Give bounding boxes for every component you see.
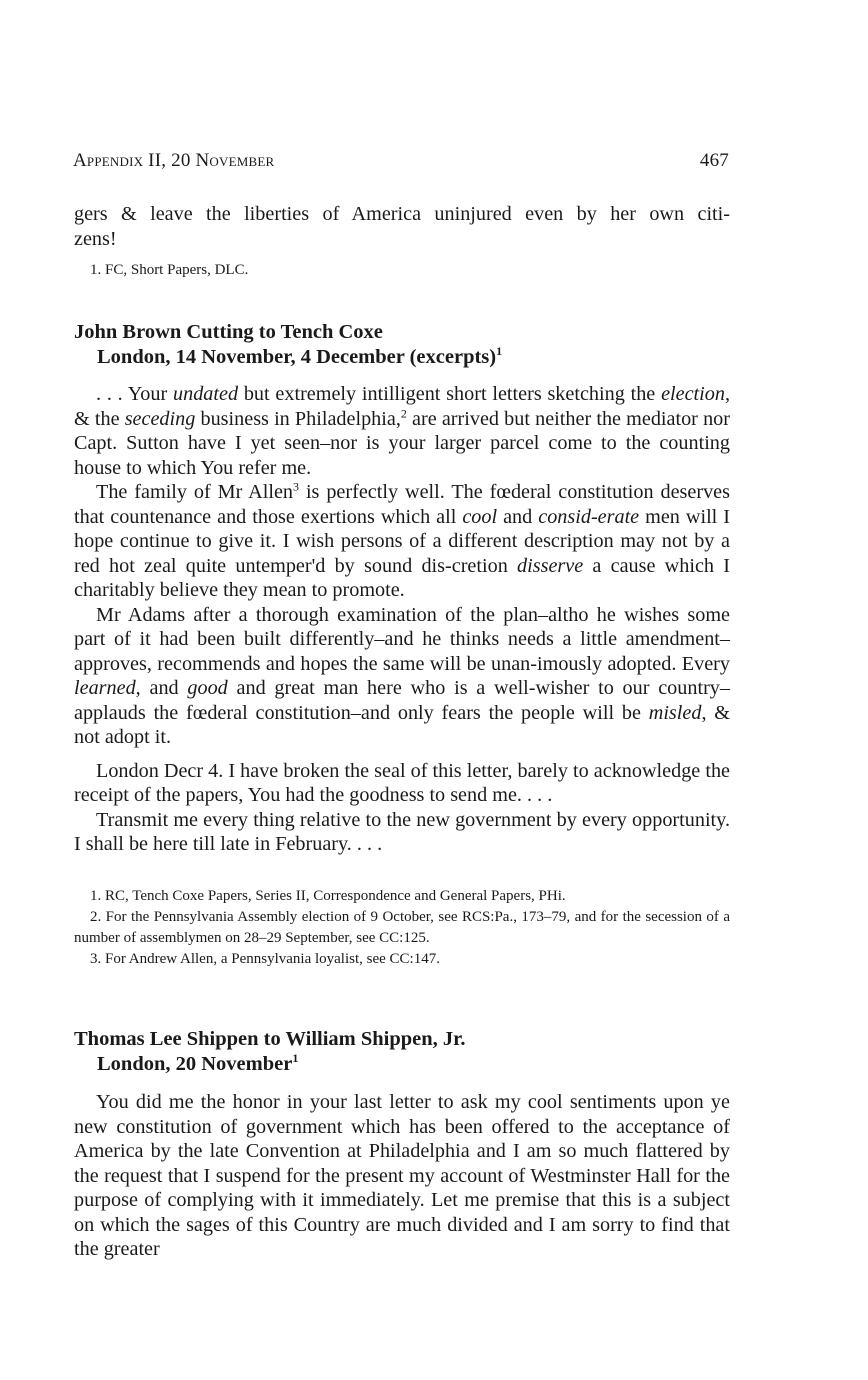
page-number: 467 xyxy=(699,150,729,171)
letter-heading xyxy=(74,1027,730,1077)
letter-1-body xyxy=(74,382,730,857)
text-run: are arrived but neither the mediator nor Capt. Sutton have I yet seen–nor is your larger parcel come to the counting house to which You refer me. xyxy=(74,407,730,479)
letter-1-heading xyxy=(74,320,730,370)
letter-1-paragraph-1 xyxy=(74,382,730,480)
footnote-1: 1. RC, Tench Coxe Papers, Series II, Correspondence and General Papers, PHi. xyxy=(90,888,566,904)
text-run: The family of Mr Allen xyxy=(96,481,294,503)
footnote-2: 2. For the Pennsylvania Assembly election of 9 October, see RCS:Pa., 173–79, and for the secession of a number of assemblymen on 28–29 September, see CC:125. xyxy=(74,909,730,946)
letter-2-body xyxy=(74,1090,730,1262)
italic-run: learned xyxy=(74,677,136,699)
text-run: , & not adopt it. xyxy=(74,701,731,748)
text-run: , and xyxy=(135,677,188,699)
italic-run: disserve xyxy=(517,554,584,577)
footnote-ref: 2 xyxy=(400,405,407,420)
italic-run: consid-erate xyxy=(538,505,640,528)
footnote-ref: 1 xyxy=(496,344,503,359)
letter-1-paragraph-2 xyxy=(74,480,730,603)
footnote-ref: 1 xyxy=(292,1051,299,1066)
letter-2-paragraph-1: You did me the honor in your last letter to ask my cool sentiments upon ye new constitution of government which has been offered to the acceptance of America by the late Convention at Philadelphia and I am so much flattered by the request that I suspend for the present my account of Westminster Hall for the purpose of complying with it immediately. Let me premise that this is a subject on which the sages of this Country are much divided and I am sorry to find that the greater xyxy=(74,1091,730,1260)
letter-2-heading xyxy=(74,1027,730,1077)
italic-run: seceding xyxy=(124,407,196,430)
continuation-line-2: zens! xyxy=(74,227,117,250)
text-run: a cause which I charitably believe they mean to promote. xyxy=(74,554,730,601)
letter-1-paragraph-4: London Decr 4. I have broken the seal of this letter, barely to acknowledge the receipt of the papers, You had the goodness to send me. . . . xyxy=(74,759,730,806)
continuation-text xyxy=(74,202,730,251)
italic-run: misled xyxy=(648,701,702,724)
continuation-note-1: 1. FC, Short Papers, DLC. xyxy=(90,262,249,278)
italic-run: undated xyxy=(173,383,239,405)
letter-heading-line-2-text: London, 20 November xyxy=(97,1053,293,1075)
letter-heading-line-1: John Brown Cutting to Tench Coxe xyxy=(74,321,383,343)
footnote-3: 3. For Andrew Allen, a Pennsylvania loyalist, see CC:147. xyxy=(90,951,440,967)
letter-1-notes xyxy=(74,886,730,970)
letter-heading-line-2 xyxy=(74,345,730,370)
continuation-notes xyxy=(74,260,730,281)
letter-heading-line-2-text: London, 14 November, 4 December (excerpts) xyxy=(97,346,497,368)
text-run: but extremely intilligent short letters sketching the xyxy=(238,383,662,405)
text-run: and xyxy=(497,505,539,528)
italic-run: election xyxy=(661,383,725,405)
letter-1-paragraph-3 xyxy=(74,603,730,750)
letter-heading-line-2 xyxy=(74,1052,730,1077)
italic-run: cool xyxy=(462,505,498,528)
text-run: business in Philadelphia, xyxy=(195,407,401,430)
running-head-title: Appendix II, 20 November xyxy=(73,150,275,171)
text-run: is perfectly well. The fœderal constitution deserves that countenance and those exertions which all xyxy=(74,481,730,528)
letter-1-paragraph-5: Transmit me every thing relative to the new government by every opportunity. I shall be here till late in February. . . . xyxy=(74,808,730,855)
text-run: Mr Adams after a thorough examination of the plan–altho he wishes some part of it had been built differently–and he thinks needs a little amendment–approves, recommends and hopes the same will be unan-imously adopted. Every xyxy=(74,603,730,675)
text-run: men will I hope continue to give it. I wish persons of a different description may not by a red hot zeal quite untemper'd by sound dis-cretion xyxy=(74,505,731,577)
text-run: , & the xyxy=(74,383,731,430)
continuation-line-1: gers & leave the liberties of America uninjured even by her own citi- xyxy=(74,203,730,225)
text-run: . . . Your xyxy=(96,383,173,405)
letter-heading xyxy=(74,320,730,370)
letter-heading-line-1: Thomas Lee Shippen to William Shippen, Jr. xyxy=(74,1028,466,1050)
italic-run: good xyxy=(187,677,228,699)
footnote-ref: 3 xyxy=(293,479,300,494)
text-run: and great man here who is a well-wisher to our country–applauds the fœderal constitution–and only fears the people will be xyxy=(74,677,730,724)
